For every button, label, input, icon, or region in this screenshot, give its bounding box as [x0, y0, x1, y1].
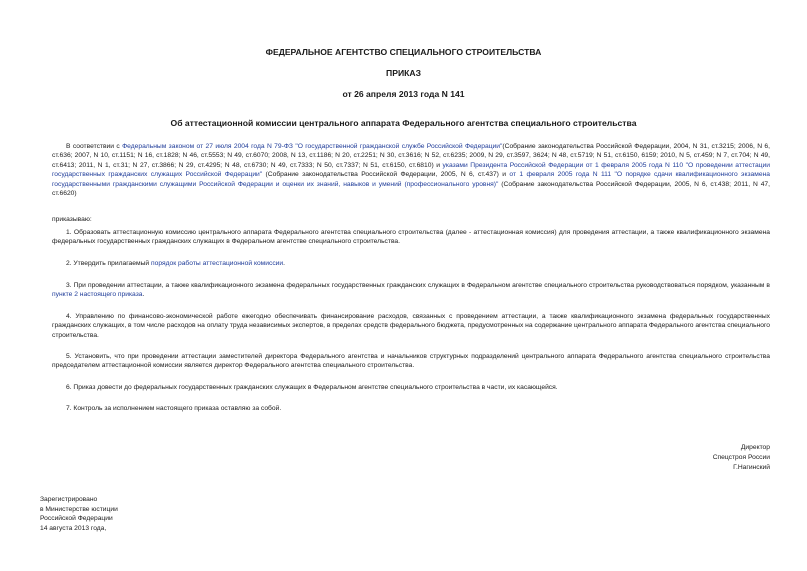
- item-4: 4. Управлению по финансово-экономической работе ежегодно обеспечивать финансирование расходов, связанных с проведением аттестации, а также квалификационного экзамена федеральных государственных гражданских служащих, в том числе расходов на оплату труда независимых экспертов, в пределах средств федерального бюджета, предусмотренных на содержание центрального аппарата Федерального агентства специального строительства.: [52, 313, 770, 339]
- item-3-end: .: [142, 291, 145, 299]
- registration-line-4: 14 августа 2013 года,: [40, 524, 107, 532]
- item-7: 7. Контроль за исполнением настоящего приказа оставляю за собой.: [66, 405, 282, 412]
- item-2-end: .: [283, 260, 286, 267]
- law-79fz-link[interactable]: Федеральным законом от 27 июля 2004 года N 79-ФЗ "О государственной гражданской службе Российской Федерации": [122, 143, 503, 150]
- document-date: от 26 апреля 2013 года N 141: [342, 89, 465, 99]
- preamble-text-2: (Собрание законодательства Российской Федерации, 2004, N 31, ст.3215; 2006, N 6, ст.636; 2007, N 10, ст.1151; N 16, ст.1828; N 46, ст.5553; N 49, ст.6070; 2008, N 13, ст.1186; N 20, ст.2251; N 30, ст.3616; N 52, ст.6235; 2009, N 29, ст.3597, 3624; N 48, ст.5719; N 51, ст.6150, 6159; 2010, N 5, ст.459; N 7, ст.704; N 49, ст.6413; 2011, N 1, ст.31; N 27, ст.3866; N 29, ст.4295; N 48, ст.6730; N 49, ст.7333; N 50, ст.7337; N 51, ст.6150, ст.6810) и: [52, 143, 770, 169]
- item-2: [52, 259, 770, 268]
- item-5: 5. Установить, что при проведении аттестации заместителей директора Федерального агентства и начальников структурных подразделений центрального аппарата Федерального агентства специального строительства председателем аттестационной комиссии является директор Федерального агентства специального строительства.: [52, 353, 770, 370]
- signature-position: Директор: [740, 444, 770, 451]
- item-3-text: 3. При проведении аттестации, а также квалификационного экзамена федеральных государственных гражданских служащих в Федеральном агентстве специального строительства руководствоваться порядком, указанным в: [66, 282, 770, 289]
- item-2-reference-link[interactable]: пункте 2 настоящего приказа: [52, 291, 143, 299]
- item-6: 6. Приказ довести до федеральных государственных гражданских служащих в Федеральном агентстве специального строительства в части, их касающейся.: [66, 384, 558, 391]
- document-title: Об аттестационной комиссии центрального аппарата Федерального агентства специального строительства: [170, 118, 637, 128]
- registration-line-2: в Министерстве юстиции: [40, 505, 118, 513]
- item-2-text: 2. Утвердить прилагаемый: [66, 260, 151, 267]
- registration-line-3: Российской Федерации: [40, 515, 113, 523]
- agency-name: ФЕДЕРАЛЬНОЕ АГЕНТСТВО СПЕЦИАЛЬНОГО СТРОИТЕЛЬСТВА: [265, 47, 542, 57]
- registration-line-1: Зарегистрировано: [40, 496, 98, 503]
- document-type: ПРИКАЗ: [386, 68, 421, 78]
- preamble: [52, 142, 770, 198]
- item-1: 1. Образовать аттестационную комиссию центрального аппарата Федерального агентства специального строительства (далее - аттестационная комиссия) для проведения аттестации, а также квалификационного экзамена федеральных государственных гражданских служащих в Федеральном агентстве специального строительства.: [52, 229, 770, 246]
- signature-name: Г.Нагинский: [733, 464, 770, 471]
- item-3: [52, 281, 770, 300]
- preamble-text-4: (Собрание законодательства Российской Федерации, 2005, N 6, ст.438; 2011, N 47, ст.6620): [52, 180, 770, 198]
- registration-block: [40, 495, 240, 533]
- preamble-text-1: В соответствии с: [66, 143, 123, 150]
- signature-organization: Спецстроя России: [712, 454, 770, 461]
- procedure-link[interactable]: порядок работы аттестационной комиссии: [150, 260, 284, 267]
- decree-110-link[interactable]: указами Президента Российской Федерации от 1 февраля 2005 года N 110 "О проведении аттестации государственных гражданских служащих Российской Федерации": [52, 161, 770, 179]
- order-word: приказываю:: [52, 216, 92, 223]
- preamble-text-3: (Собрание законодательства Российской Федерации, 2005, N 6, ст.437) и: [262, 171, 510, 179]
- decree-111-link[interactable]: от 1 февраля 2005 года N 111 "О порядке сдачи квалификационного экзамена государственными гражданскими служащими Российской Федерации и оценки их знаний, навыков и умений (профессионального уровня)": [52, 171, 770, 188]
- signature-block: [600, 443, 770, 473]
